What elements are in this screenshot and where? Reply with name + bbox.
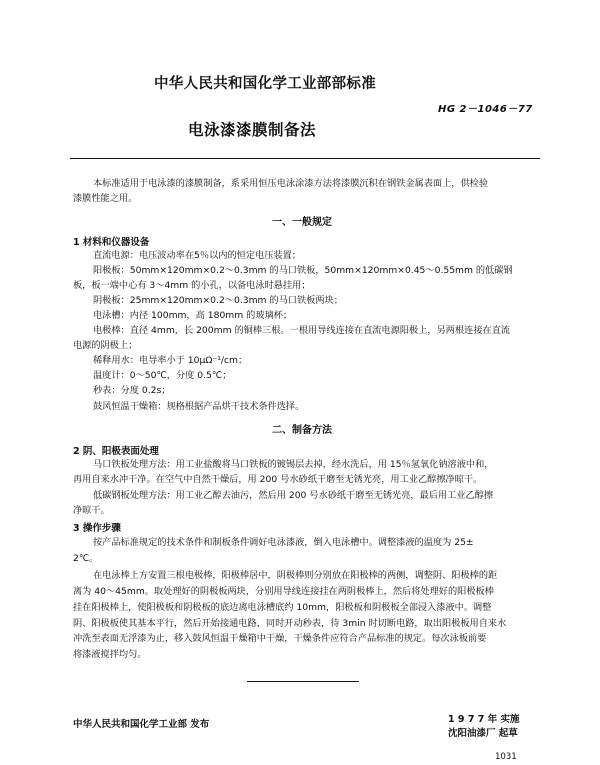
procedure-line: 冲洗至表面无浮漆为止，移入鼓风恒温干燥箱中干燥，干燥条件应符合产品标准的规定。每次泳板前要	[73, 633, 487, 644]
materials-line: 电泳槽：内径 100mm，高 180mm 的玻璃杯；	[93, 310, 293, 321]
materials-line: 板，板一端中心有 3～4mm 的小孔，以备电泳时悬挂用；	[73, 280, 311, 291]
page-title: 电泳漆漆膜制备法	[188, 121, 317, 139]
surface-treatment-line: 再用自来水冲干净。在空气中自然干燥后，用 200 号水砂纸干磨至无锈光亮，用工业乙醇擦净晾干。	[73, 474, 483, 485]
section-heading-general: 一、一般规定	[272, 217, 332, 228]
procedure-line: 2℃。	[73, 553, 99, 564]
org-standard-title: 中华人民共和国化学工业部部标准	[154, 76, 376, 92]
materials-line: 稀释用水：电导率小于 10μΩ⁻¹/cm；	[93, 355, 248, 366]
intro-line-1: 本标准适用于电泳漆的漆膜制备，系采用恒压电泳涂漆方法将漆膜沉积在钢铁金属表面上，供检验	[93, 178, 489, 189]
materials-line: 鼓风恒温干燥箱：规格根据产品烘干技术条件选择。	[93, 401, 305, 412]
subsection-heading-materials: 1 材料和仪器设备	[73, 237, 150, 248]
issuer-label: 中华人民共和国化学工业部 发布	[73, 719, 210, 730]
drafter-label: 沈阳油漆厂 起草	[448, 728, 518, 739]
section-heading-preparation: 二、制备方法	[272, 425, 332, 436]
materials-line: 阴极板：25mm×120mm×0.2～0.3mm 的马口铁板两块；	[93, 295, 343, 306]
subsection-heading-procedure: 3 操作步骤	[73, 523, 121, 534]
materials-line: 电源的阴极上；	[73, 340, 138, 351]
subsection-heading-surface-treatment: 2 阴、阳极表面处理	[73, 446, 159, 457]
procedure-line: 离为 40～45mm。取处理好的阴极板两块，分别用导线连接挂在两阴极棒上，然后将处理好的阳极板棒	[73, 586, 494, 597]
procedure-line: 按产品标准规定的技术条件和制板条件调好电泳漆液，倒入电泳槽中。调整漆液的温度为 25±	[93, 537, 474, 548]
materials-line: 秒表：分度 0.2s；	[93, 385, 171, 396]
surface-treatment-line: 低碳钢板处理方法：用工业乙醇去油污，然后用 200 号水砂纸干磨至无锈光亮，最后用工业乙醇擦	[93, 490, 494, 501]
procedure-line: 在电泳棒上方安置三根电极棒，阳极棒居中，阴极棒则分别放在阳极棒的两侧，调整阴、阳极棒的距	[93, 570, 498, 581]
procedure-line: 阴、阳极板使其基本平行，然后开始接通电路，同时开动秒表，待 3min 时切断电路，取出阳极板用自来水	[73, 618, 507, 629]
end-divider	[247, 681, 359, 682]
standard-code: HG 2－1046－77	[438, 104, 533, 115]
page-number: 1031	[495, 752, 517, 762]
implementation-date: 1 9 7 7 年 实施	[448, 714, 520, 725]
materials-line: 直流电源：电压波动率在5％以内的恒定电压装置；	[93, 250, 301, 261]
surface-treatment-line: 净晾干。	[73, 505, 110, 516]
materials-line: 阳极板：50mm×120mm×0.2～0.3mm 的马口铁板，50mm×120mm×0.45～0.55mm 的低碳钢	[93, 265, 513, 276]
procedure-line: 挂在阳极棒上，使阳极板和阴极板的底边离电泳槽底约 10mm，阳极板和阴极板全部浸入漆液中。调整	[73, 602, 492, 613]
procedure-line: 将漆液搅拌均匀。	[73, 649, 147, 660]
materials-line: 温度计：0～50℃，分度 0.5℃；	[93, 370, 232, 381]
header-divider	[70, 158, 540, 159]
surface-treatment-line: 马口铁板处理方法：用工业盐酸将马口铁板的镀锡层去掉，经水洗后，用 15％氢氧化钠溶液中和，	[93, 459, 494, 470]
materials-line: 电极棒：直径 4mm，长 200mm 的铜棒三根。一根用导线连接在直流电源阳极上，另两根连接在直流	[93, 325, 511, 336]
intro-line-2: 漆膜性能之用。	[73, 193, 138, 204]
